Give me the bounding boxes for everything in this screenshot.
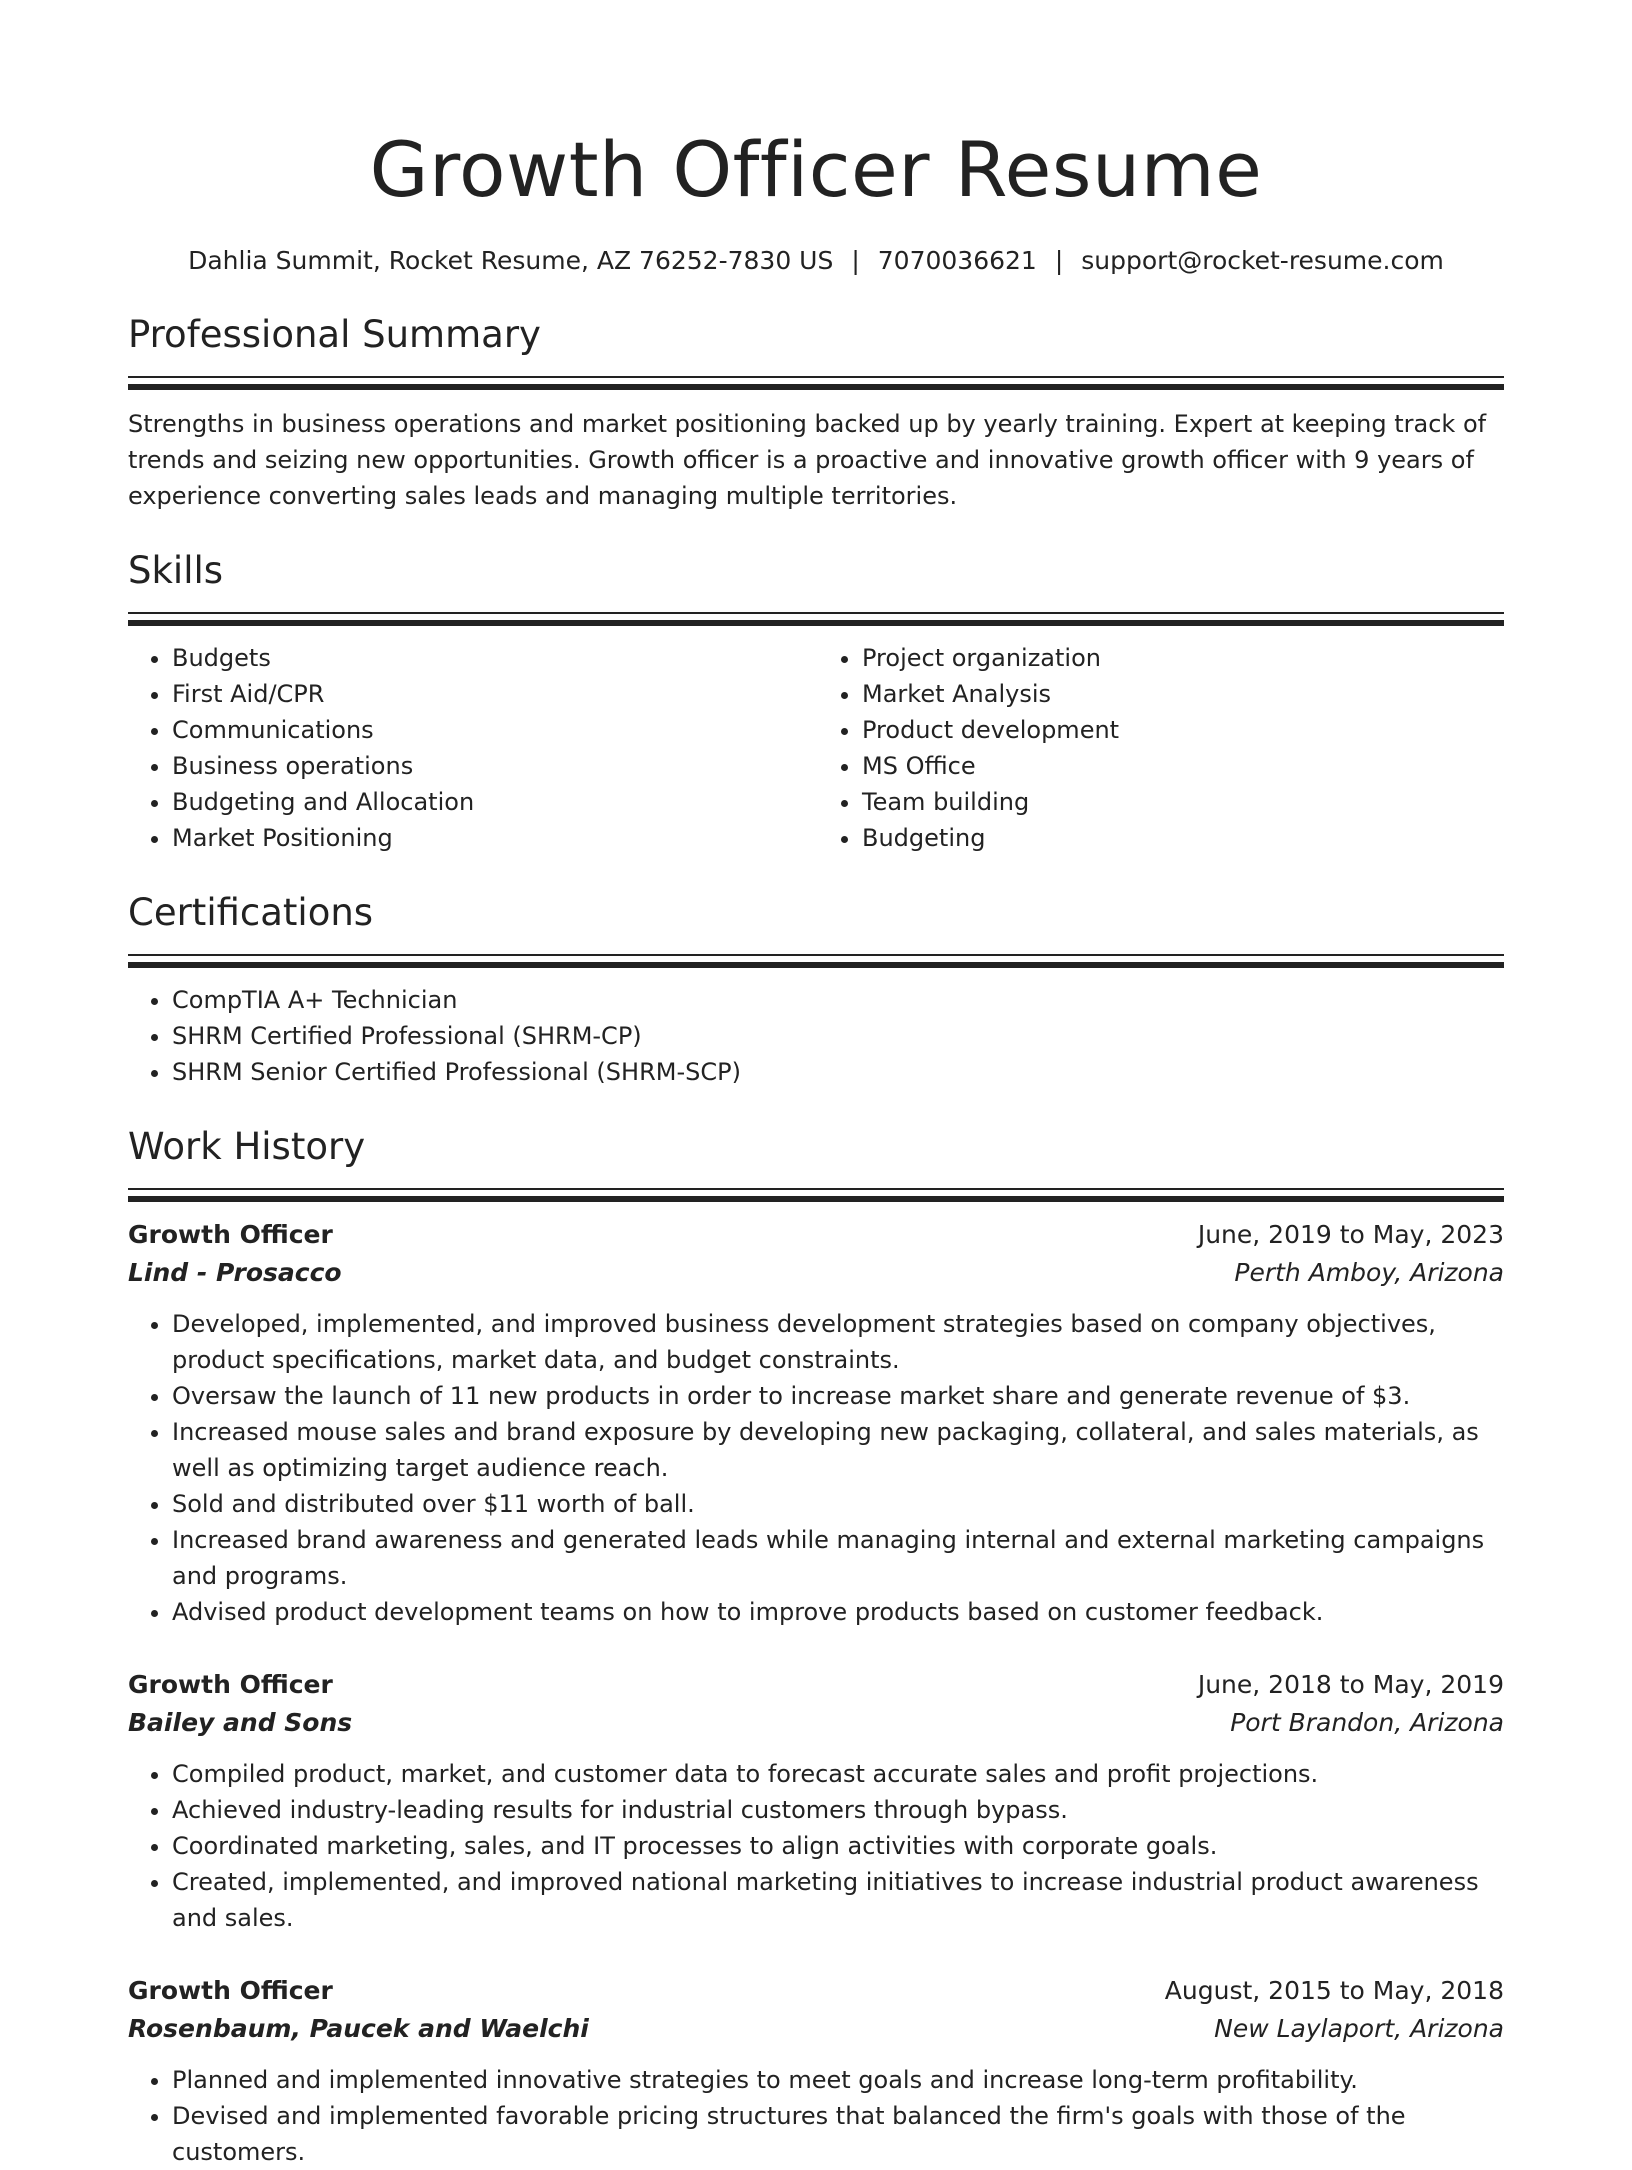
job-bullet: • Advised product development teams on how to improve products based on customer feedback.: [172, 1594, 1504, 1630]
job-location: New Laylaport, Arizona: [1214, 2014, 1504, 2043]
skill-item: • Business operations: [172, 748, 816, 784]
contact-address: Dahlia Summit, Rocket Resume, AZ 76252-7830 US: [188, 246, 834, 275]
job-location: Perth Amboy, Arizona: [1234, 1258, 1504, 1287]
certification-item: • CompTIA A+ Technician: [172, 982, 1504, 1018]
job-header-row: [128, 1666, 1504, 1704]
skills-section: [128, 546, 1504, 856]
certifications-heading: Certifications: [128, 891, 374, 934]
job-entry: [128, 1972, 1504, 2170]
skill-item: • Budgeting: [862, 820, 1504, 856]
skill-item: • Budgets: [172, 640, 816, 676]
job-bullet: • Coordinated marketing, sales, and IT processes to align activities with corporate goals.: [172, 1828, 1504, 1864]
section-rule-thick: [128, 1196, 1504, 1202]
skill-item: • Product development: [862, 712, 1504, 748]
job-bullets: [128, 1306, 1504, 1630]
skill-item: • MS Office: [862, 748, 1504, 784]
job-location: Port Brandon, Arizona: [1230, 1708, 1504, 1737]
skill-item: • Communications: [172, 712, 816, 748]
job-entry: [128, 1216, 1504, 1630]
job-title: Growth Officer: [128, 1670, 333, 1699]
work-history-section: [128, 1122, 1504, 2170]
job-title: Growth Officer: [128, 1976, 333, 2005]
contact-phone: 7070036621: [877, 246, 1037, 275]
certification-item: • SHRM Certified Professional (SHRM-CP): [172, 1018, 1504, 1054]
contact-line: [128, 244, 1504, 278]
contact-separator: |: [851, 246, 860, 275]
work-history-heading: Work History: [128, 1125, 366, 1168]
job-bullets: [128, 1756, 1504, 1936]
section-rule: [128, 1188, 1504, 1190]
job-bullet: • Increased mouse sales and brand exposure by developing new packaging, collateral, and sales materials, as well as optimizing target audience reach.: [172, 1414, 1504, 1486]
job-bullet: • Achieved industry-leading results for industrial customers through bypass.: [172, 1792, 1504, 1828]
job-entry: [128, 1666, 1504, 1936]
job-dates: June, 2018 to May, 2019: [1197, 1670, 1504, 1699]
contact-separator: |: [1054, 246, 1064, 275]
section-rule: [128, 954, 1504, 956]
job-company: Rosenbaum, Paucek and Waelchi: [128, 2014, 589, 2043]
skill-item: • First Aid/CPR: [172, 676, 816, 712]
job-bullet: • Created, implemented, and improved national marketing initiatives to increase industrial product awareness and sales.: [172, 1864, 1504, 1936]
skills-list-left: [128, 640, 816, 856]
job-company: Bailey and Sons: [128, 1708, 353, 1737]
job-title: Growth Officer: [128, 1220, 333, 1249]
certification-item: • SHRM Senior Certified Professional (SHRM-SCP): [172, 1054, 1504, 1090]
job-dates: August, 2015 to May, 2018: [1164, 1976, 1504, 2005]
page-title: Growth Officer Resume: [369, 125, 1263, 214]
job-header-row: [128, 1216, 1504, 1254]
summary-section: [128, 310, 1504, 514]
job-company: Lind - Prosacco: [128, 1258, 342, 1287]
section-rule-thick: [128, 384, 1504, 390]
skill-item: • Team building: [862, 784, 1504, 820]
skills-list-right: [816, 640, 1504, 856]
skills-heading: Skills: [128, 549, 224, 592]
job-bullet: • Sold and distributed over $11 worth of ball.: [172, 1486, 1504, 1522]
job-dates: June, 2019 to May, 2023: [1197, 1220, 1504, 1249]
contact-email: support@rocket-resume.com: [1081, 246, 1444, 275]
job-bullet: • Compiled product, market, and customer data to forecast accurate sales and profit projections.: [172, 1756, 1504, 1792]
certifications-section: [128, 888, 1504, 1090]
section-rule: [128, 612, 1504, 614]
skills-grid: [128, 640, 1504, 856]
job-bullets: [128, 2062, 1504, 2170]
section-rule-thick: [128, 620, 1504, 626]
skill-item: • Project organization: [862, 640, 1504, 676]
job-bullet: • Devised and implemented favorable pricing structures that balanced the firm's goals with those of the customers.: [172, 2098, 1504, 2170]
certifications-list: [128, 982, 1504, 1090]
summary-text: Strengths in business operations and market positioning backed up by yearly training. Expert at keeping track of trends and seizing new opportunities. Growth officer is a proactive and innovative growth officer with 9 years of experience converting sales leads and managing multiple territories.: [128, 410, 1487, 510]
job-subheader-row: [128, 1704, 1504, 1742]
summary-heading: Professional Summary: [128, 313, 541, 356]
skill-item: • Budgeting and Allocation: [172, 784, 816, 820]
job-bullet: • Planned and implemented innovative strategies to meet goals and increase long-term profitability.: [172, 2062, 1504, 2098]
job-bullet: • Developed, implemented, and improved business development strategies based on company objectives, product specifications, market data, and budget constraints.: [172, 1306, 1504, 1378]
section-rule-thick: [128, 962, 1504, 968]
skill-item: • Market Analysis: [862, 676, 1504, 712]
skill-item: • Market Positioning: [172, 820, 816, 856]
job-bullet: • Increased brand awareness and generated leads while managing internal and external marketing campaigns and programs.: [172, 1522, 1504, 1594]
job-bullet: • Oversaw the launch of 11 new products in order to increase market share and generate revenue of $3.: [172, 1378, 1504, 1414]
job-subheader-row: [128, 2010, 1504, 2048]
job-header-row: [128, 1972, 1504, 2010]
job-subheader-row: [128, 1254, 1504, 1292]
section-rule: [128, 376, 1504, 378]
